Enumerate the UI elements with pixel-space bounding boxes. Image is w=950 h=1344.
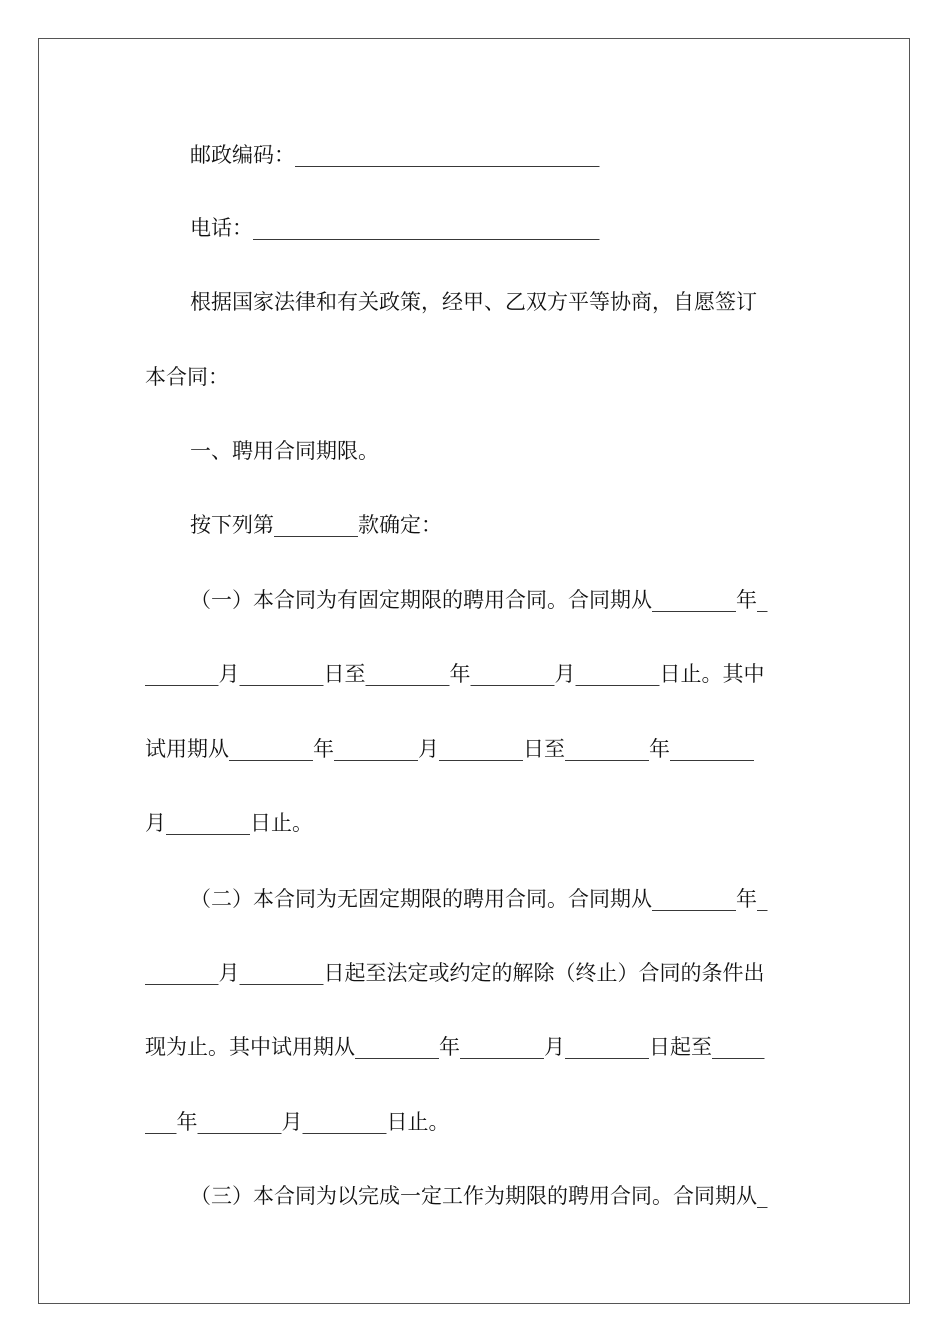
intro-line-1: 根据国家法律和有关政策，经甲、乙双方平等协商，自愿签订 bbox=[190, 290, 757, 314]
clause-1-line-2: _______月________日至________年________月________日止。其中 bbox=[145, 662, 765, 686]
intro-line-2: 本合同： bbox=[145, 365, 229, 389]
phone-blank[interactable]: _________________________________ bbox=[253, 216, 600, 240]
postal-code-row bbox=[190, 140, 850, 170]
clause-2-line-1: （二）本合同为无固定期限的聘用合同。合同期从________年_ bbox=[190, 887, 768, 911]
clause-2-line-4: ___年________月________日止。 bbox=[145, 1110, 450, 1134]
clause-3-line-1: （三）本合同为以完成一定工作为期限的聘用合同。合同期从_ bbox=[190, 1184, 768, 1208]
phone-row bbox=[190, 213, 850, 243]
clause-1-line-4: 月________日止。 bbox=[145, 811, 313, 835]
phone-label: 电话： bbox=[190, 216, 253, 240]
clause-1-line-1: （一）本合同为有固定期限的聘用合同。合同期从________年_ bbox=[190, 588, 768, 612]
select-clause-line: 按下列第________款确定： bbox=[190, 513, 442, 537]
clause-1-line-3: 试用期从________年________月________日至________年________ bbox=[145, 737, 754, 761]
clause-2-line-3: 现为止。其中试用期从________年________月________日起至_____ bbox=[145, 1035, 765, 1059]
postal-code-label: 邮政编码： bbox=[190, 143, 295, 167]
clause-2-line-2: _______月________日起至法定或约定的解除（终止）合同的条件出 bbox=[145, 961, 765, 985]
postal-code-blank[interactable]: _____________________________ bbox=[295, 143, 600, 167]
section-1-title: 一、聘用合同期限。 bbox=[190, 439, 379, 463]
